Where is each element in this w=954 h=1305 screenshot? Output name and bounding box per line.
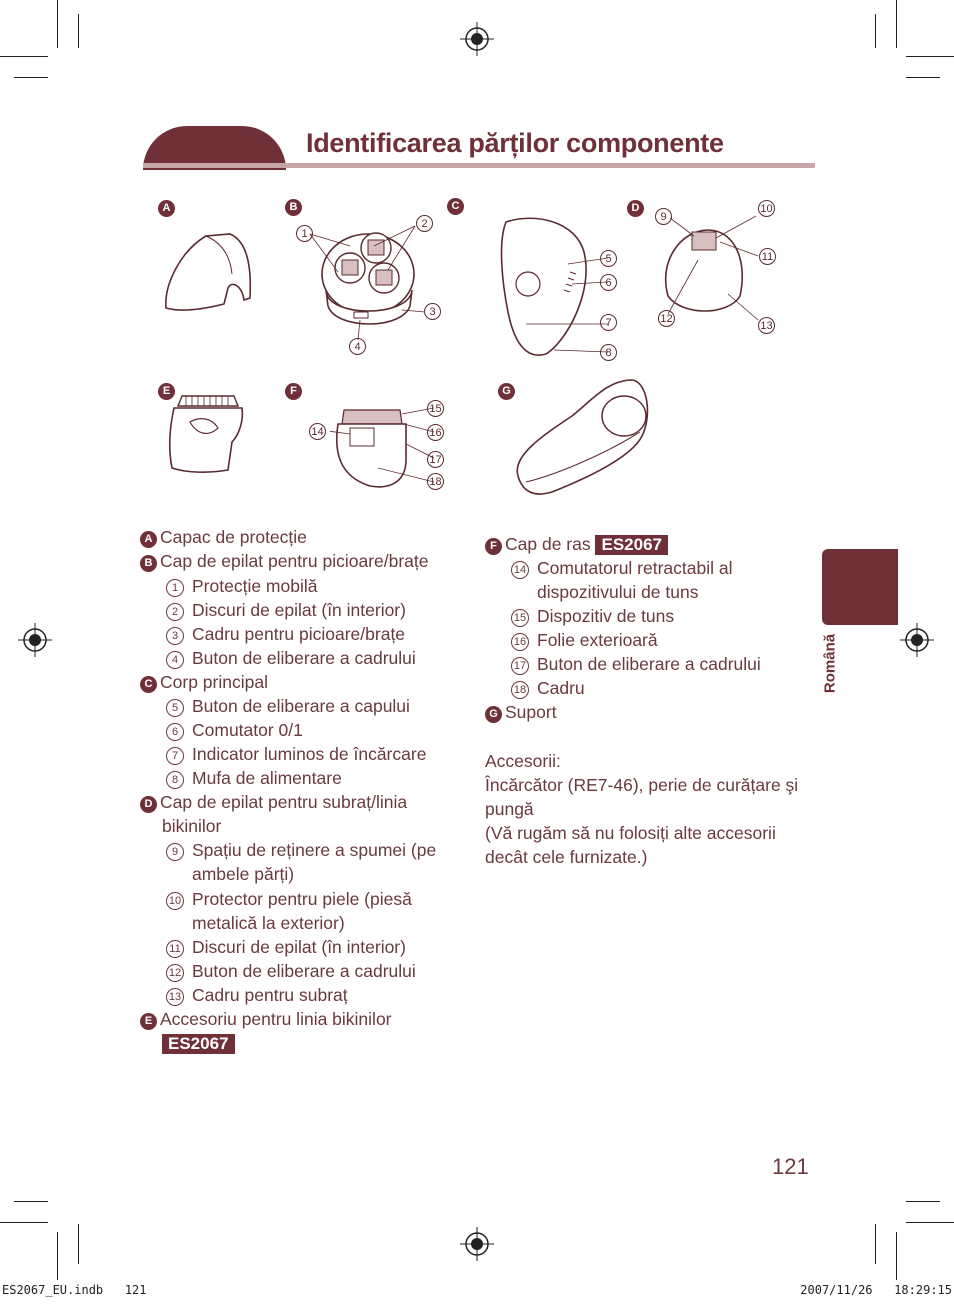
crop-mark <box>906 77 940 78</box>
crop-mark <box>906 56 954 57</box>
item-a: A Capac de protecție <box>140 525 307 549</box>
callout-8: 8 <box>600 344 617 361</box>
page-number: 121 <box>772 1154 809 1179</box>
item-b: B Cap de epilat pentru picioare/brațe <box>140 549 429 573</box>
callout-13: 13 <box>758 317 775 334</box>
registration-mark-icon <box>900 623 934 657</box>
callout-16: 16 <box>427 424 444 441</box>
accessories-line: pungă <box>485 799 534 819</box>
registration-mark-icon <box>18 623 52 657</box>
figure-letter-e: E <box>158 383 175 400</box>
item-e-badge <box>162 1031 235 1055</box>
title-rule <box>143 163 815 168</box>
underarm-bikini-head-illustration <box>658 210 768 330</box>
callout-12: 12 <box>658 310 675 327</box>
item-12: 12 Buton de eliberare a cadrului <box>166 959 416 983</box>
item-9: 9 Spațiu de reținere a spumei (pe <box>166 838 436 862</box>
item-18: 18 Cadru <box>511 676 585 700</box>
item-17: 17 Buton de eliberare a cadrului <box>511 652 761 676</box>
crop-mark <box>14 1201 48 1202</box>
figure-letter-c: C <box>447 198 464 215</box>
item-4: 4 Buton de eliberare a cadrului <box>166 646 416 670</box>
callout-9: 9 <box>655 208 672 225</box>
crop-mark <box>57 0 58 48</box>
figure-letter-f: F <box>285 383 302 400</box>
figure-letter-a: A <box>158 200 175 217</box>
callout-6: 6 <box>600 274 617 291</box>
item-11: 11 Discuri de epilat (în interior) <box>166 935 406 959</box>
figure-letter-b: B <box>285 199 302 216</box>
accessories-title: Accesorii: <box>485 751 561 771</box>
item-g: G Suport <box>485 700 557 724</box>
item-d-cont: bikinilor <box>162 816 222 836</box>
crop-mark <box>896 0 897 48</box>
item-d: D Cap de epilat pentru subraț/linia <box>140 790 407 814</box>
bikini-attachment-illustration <box>164 392 248 476</box>
callout-7: 7 <box>600 314 617 331</box>
item-10-cont: metalică la exterior) <box>192 913 345 933</box>
figure-letter-g: G <box>498 383 515 400</box>
crop-mark <box>57 1232 58 1280</box>
callout-2: 2 <box>416 215 433 232</box>
item-16: 16 Folie exterioară <box>511 628 658 652</box>
crop-mark <box>875 1224 876 1264</box>
callout-3: 3 <box>424 303 441 320</box>
item-1: 1 Protecție mobilă <box>166 574 317 598</box>
language-label: Română <box>821 633 839 694</box>
model-badge: ES2067 <box>162 1034 235 1054</box>
item-10: 10 Protector pentru piele (piesă <box>166 887 412 911</box>
crop-mark <box>78 1224 79 1264</box>
item-c: C Corp principal <box>140 670 268 694</box>
model-badge: ES2067 <box>595 535 668 555</box>
callout-4: 4 <box>349 338 366 355</box>
item-14: 14 Comutatorul retractabil al <box>511 556 733 580</box>
crop-mark <box>0 1222 48 1223</box>
callout-14: 14 <box>309 423 326 440</box>
callout-11: 11 <box>759 248 776 265</box>
callout-18: 18 <box>427 473 444 490</box>
protective-cap-illustration <box>160 228 260 320</box>
registration-mark-icon <box>460 1227 494 1261</box>
registration-mark-icon <box>460 22 494 56</box>
callout-5: 5 <box>600 250 617 267</box>
item-2: 2 Discuri de epilat (în interior) <box>166 598 406 622</box>
callout-10: 10 <box>758 200 775 217</box>
accessories-line: Încărcător (RE7-46), perie de curățare şi <box>485 775 799 795</box>
figure-letter-d: D <box>627 200 644 217</box>
item-f: F Cap de ras ES2067 <box>485 532 668 556</box>
accessories-line: (Vă rugăm să nu folosiți alte accesorii <box>485 823 776 843</box>
item-13: 13 Cadru pentru subraț <box>166 983 348 1007</box>
item-5: 5 Buton de eliberare a capului <box>166 694 410 718</box>
item-3: 3 Cadru pentru picioare/brațe <box>166 622 405 646</box>
item-14-cont: dispozitivului de tuns <box>537 582 699 602</box>
callout-17: 17 <box>427 451 444 468</box>
item-6: 6 Comutator 0/1 <box>166 718 303 742</box>
callout-1: 1 <box>296 225 313 242</box>
crop-mark <box>896 1232 897 1280</box>
stand-illustration <box>512 376 652 500</box>
footer-timestamp: 2007/11/26 18:29:15 <box>800 1283 952 1297</box>
leader-lines <box>290 210 460 360</box>
crop-mark <box>14 77 48 78</box>
crop-mark <box>875 14 876 48</box>
item-8: 8 Mufa de alimentare <box>166 766 342 790</box>
item-7: 7 Indicator luminos de încărcare <box>166 742 426 766</box>
page-title: Identificarea părților componente <box>306 128 724 158</box>
crop-mark <box>906 1201 940 1202</box>
crop-mark <box>0 56 48 57</box>
item-15: 15 Dispozitiv de tuns <box>511 604 674 628</box>
footer-file: ES2067_EU.indb 121 <box>2 1283 147 1297</box>
item-9-cont: ambele părți) <box>192 864 295 884</box>
crop-mark <box>78 14 79 48</box>
item-e: E Accesoriu pentru linia bikinilor <box>140 1007 392 1031</box>
callout-15: 15 <box>427 400 444 417</box>
accessories-line: decât cele furnizate.) <box>485 847 648 867</box>
crop-mark <box>906 1222 954 1223</box>
